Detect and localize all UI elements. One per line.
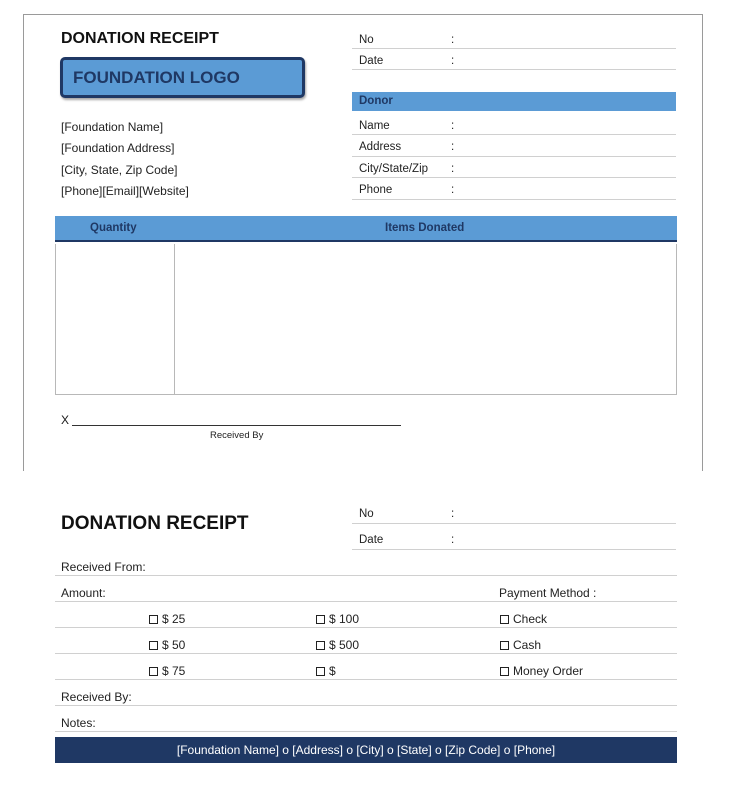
amount-label: Amount:	[61, 586, 106, 600]
receipt2-no-field[interactable]	[352, 523, 676, 524]
payment-method-label: Payment Method :	[499, 586, 597, 600]
notes-field[interactable]	[55, 731, 677, 732]
amount-option-other[interactable]	[316, 664, 336, 678]
donor-phone-field[interactable]	[352, 199, 676, 200]
signature-line[interactable]	[72, 425, 401, 426]
donor-header: Donor	[352, 92, 676, 111]
checkbox-icon[interactable]	[149, 667, 158, 676]
foundation-contact: [Phone][Email][Website]	[61, 184, 189, 198]
checkbox-icon[interactable]	[316, 615, 325, 624]
received-by-field[interactable]	[55, 705, 677, 706]
payment-option-money-order[interactable]	[500, 664, 583, 678]
donor-address-label: Address	[359, 141, 402, 153]
payment-option-cash[interactable]	[500, 638, 541, 652]
amount-option-50[interactable]	[149, 638, 185, 652]
receipt-date-field[interactable]	[352, 69, 676, 70]
checkbox-icon[interactable]	[149, 641, 158, 650]
amount-option-500-label: $ 500	[329, 638, 360, 652]
receipt2-title: DONATION RECEIPT	[61, 513, 249, 534]
donor-phone-label: Phone	[359, 184, 393, 196]
donor-name-field[interactable]	[352, 134, 676, 135]
receipt2-date-colon: :	[451, 534, 455, 546]
received-from-field[interactable]	[55, 575, 677, 576]
items-table-divider	[174, 244, 175, 395]
received-by-label: Received By:	[61, 690, 132, 704]
amount-option-100-label: $ 100	[329, 612, 360, 626]
donor-address-field[interactable]	[352, 156, 676, 157]
receipt2-date-field[interactable]	[352, 549, 676, 550]
donor-city-label: City/State/Zip	[359, 163, 429, 175]
payment-option-cash-label: Cash	[513, 638, 542, 652]
receipt2-no-label: No	[359, 508, 374, 520]
foundation-logo: FOUNDATION LOGO	[60, 57, 305, 98]
checkbox-icon[interactable]	[500, 615, 509, 624]
amount-option-25[interactable]	[149, 612, 185, 626]
foundation-address: [Foundation Address]	[61, 141, 175, 155]
receipt-title: DONATION RECEIPT	[61, 30, 219, 47]
amount-option-50-label: $ 50	[162, 638, 186, 652]
notes-label: Notes:	[61, 716, 96, 730]
options-row1-rule	[55, 627, 677, 628]
amount-option-75-label: $ 75	[162, 664, 186, 678]
received-by-caption: Received By	[210, 430, 264, 441]
items-table-body[interactable]	[55, 244, 677, 395]
receipt2-date-label: Date	[359, 534, 384, 546]
items-table-header	[55, 216, 677, 242]
foundation-city-state-zip: [City, State, Zip Code]	[61, 163, 178, 177]
checkbox-icon[interactable]	[316, 667, 325, 676]
options-row3-rule	[55, 679, 677, 680]
amount-option-other-label: $	[329, 664, 336, 678]
checkbox-icon[interactable]	[500, 641, 509, 650]
amount-option-100[interactable]	[316, 612, 359, 626]
receipt-no-field[interactable]	[352, 48, 676, 49]
checkbox-icon[interactable]	[149, 615, 158, 624]
donor-address-colon: :	[451, 141, 455, 153]
options-row2-rule	[55, 653, 677, 654]
checkbox-icon[interactable]	[500, 667, 509, 676]
foundation-name: [Foundation Name]	[61, 120, 164, 134]
signature-x-mark: X	[61, 413, 70, 427]
receipt-date-label: Date	[359, 55, 384, 67]
checkbox-icon[interactable]	[316, 641, 325, 650]
receipt-no-label: No	[359, 34, 374, 46]
donor-name-colon: :	[451, 120, 455, 132]
amount-option-75[interactable]	[149, 664, 185, 678]
payment-option-money-order-label: Money Order	[513, 664, 584, 678]
amount-option-25-label: $ 25	[162, 612, 186, 626]
donor-name-label: Name	[359, 120, 390, 132]
payment-option-check[interactable]	[500, 612, 547, 626]
receipt-frame-left	[23, 14, 24, 471]
donor-city-colon: :	[451, 163, 455, 175]
receipt-frame-right	[702, 14, 703, 471]
receipt-no-colon: :	[451, 34, 455, 46]
footer-contact-bar: [Foundation Name] o [Address] o [City] o [State] o [Zip Code] o [Phone]	[55, 737, 677, 763]
amount-option-500[interactable]	[316, 638, 359, 652]
receipt-frame-top	[23, 14, 703, 15]
payment-option-check-label: Check	[513, 612, 548, 626]
receipt-date-colon: :	[451, 55, 455, 67]
receipt2-no-colon: :	[451, 508, 455, 520]
received-from-label: Received From:	[61, 560, 146, 574]
quantity-column-header: Quantity	[90, 222, 137, 234]
items-donated-column-header: Items Donated	[385, 222, 465, 234]
amount-row-rule	[55, 601, 677, 602]
donor-city-field[interactable]	[352, 177, 676, 178]
donor-phone-colon: :	[451, 184, 455, 196]
